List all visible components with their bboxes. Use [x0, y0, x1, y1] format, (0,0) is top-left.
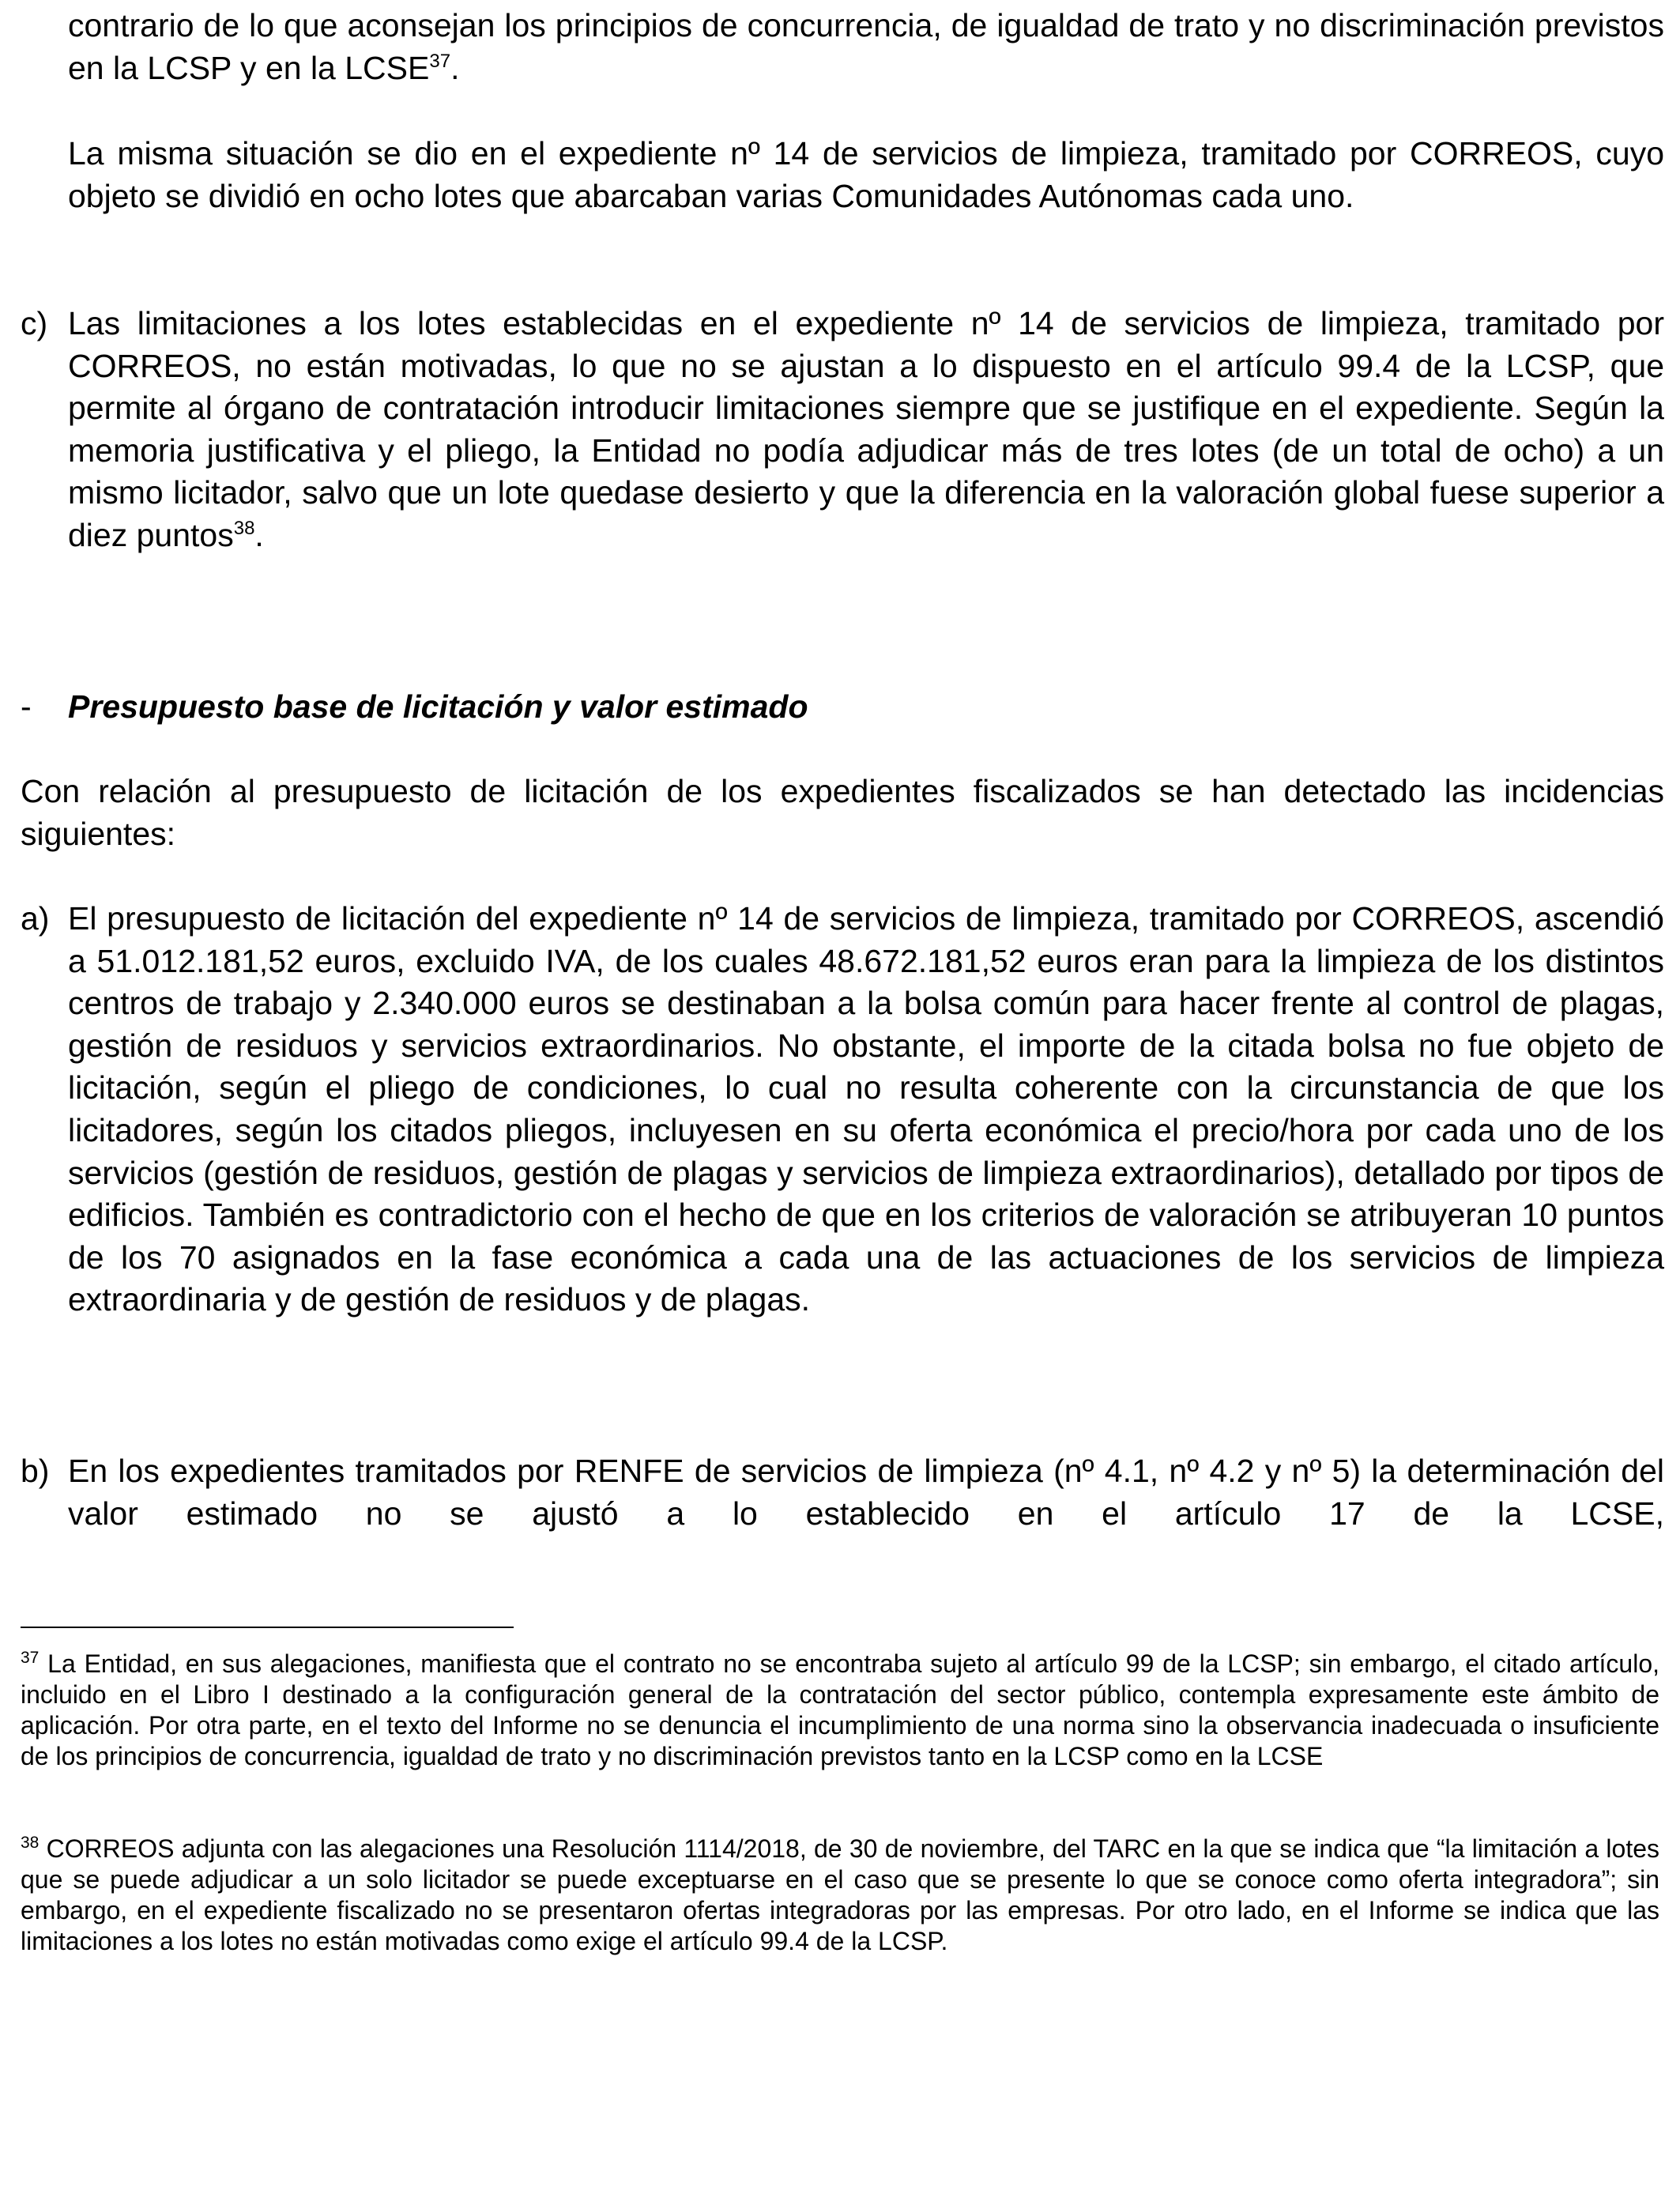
- paragraph-intro-text: Con relación al presupuesto de licitación de los expedientes fiscalizados se han detectado las incidencias siguientes:: [21, 773, 1664, 852]
- paragraph-misma-situacion: [68, 133, 1664, 217]
- list-item-c-tail: .: [254, 516, 264, 553]
- section-heading: Presupuesto base de licitación y valor estimado: [68, 688, 808, 725]
- footnote-text-37: La Entidad, en sus alegaciones, manifiesta que el contrato no se encontraba sujeto al artículo 99 de la LCSP; sin embargo, el citado artículo, incluido en el Libro I destinado a la configuración general de la contratación del sector público, contempla expresamente este ámbito de aplicación. Por otra parte, en el texto del Informe no se denuncia el incumplimiento de una norma sino la observancia inadecuada o insuficiente de los principios de concurrencia, igualdad de trato y no discriminación previstos tanto en la LCSP como en la LCSE: [21, 1649, 1660, 1770]
- list-item-a: [68, 898, 1664, 1321]
- footnote-text-38: CORREOS adjunta con las alegaciones una Resolución 1114/2018, de 30 de noviembre, del TARC en la que se indica que “la limitación a lotes que se puede adjudicar a un solo licitador se puede exceptuarse en el caso que se presente lo que se conoce como oferta integradora”; sin embargo, en el expediente fiscalizado no se presentaron ofertas integradoras por las empresas. Por otro lado, en el Informe se indica que las limitaciones a los lotes no están motivadas como exige el artículo 99.4 de la LCSP.: [21, 1834, 1660, 1955]
- list-item-a-text: El presupuesto de licitación del expediente nº 14 de servicios de limpieza, tramitado por CORREOS, ascendió a 51.012.181,52 euros, excluido IVA, de los cuales 48.672.181,52 euros eran para la limpieza de los distintos centros de trabajo y 2.340.000 euros se destinaban a la bolsa común para hacer frente al control de plagas, gestión de residuos y servicios extraordinarios. No obstante, el importe de la citada bolsa no fue objeto de licitación, según el pliego de condiciones, lo cual no resulta coherente con la circunstancia de que los licitadores, según los citados pliegos, incluyesen en su oferta económica el precio/hora por cada uno de los servicios (gestión de residuos, gestión de plagas y servicios de limpieza extraordinarios), detallado por tipos de edificios. También es contradictorio con el hecho de que en los criterios de valoración se atribuyeran 10 puntos de los 70 asignados en la fase económica a cada una de las actuaciones de los servicios de limpieza extraordinaria y de gestión de residuos y de plagas.: [68, 900, 1664, 1318]
- footnote-number-38: 38: [21, 1834, 40, 1852]
- footnote-separator: [21, 1627, 514, 1628]
- footnote-ref-38[interactable]: 38: [233, 517, 255, 539]
- paragraph-continuation-tail: .: [450, 49, 460, 86]
- footnote-38: [21, 1834, 1659, 1957]
- paragraph-intro: [21, 771, 1664, 855]
- paragraph-continuation-text: contrario de lo que aconsejan los principios de concurrencia, de igualdad de trato y no discriminación previstos en la LCSP y en la LCSE: [68, 7, 1664, 86]
- footnote-ref-37[interactable]: 37: [429, 50, 451, 72]
- list-item-b: [68, 1450, 1664, 1535]
- paragraph-misma-situacion-text: La misma situación se dio en el expediente nº 14 de servicios de limpieza, tramitado por CORREOS, cuyo objeto se dividió en ocho lotes que abarcaban varias Comunidades Autónomas cada uno.: [68, 135, 1664, 214]
- list-item-b-text: En los expedientes tramitados por RENFE de servicios de limpieza (nº 4.1, nº 4.2 y nº 5) la determinación del valor estimado no se ajustó a lo establecido en el artículo 17 de la LCSE,: [68, 1453, 1664, 1532]
- list-marker-c: c): [21, 305, 48, 341]
- list-marker-a: a): [21, 900, 50, 937]
- list-marker-b: b): [21, 1453, 50, 1489]
- footnote-37: [21, 1649, 1659, 1772]
- list-item-c-text: Las limitaciones a los lotes establecidas en el expediente nº 14 de servicios de limpieza, tramitado por CORREOS, no están motivadas, lo que no se ajustan a lo dispuesto en el artículo 99.4 de la LCSP, que permite al órgano de contratación introducir limitaciones siempre que se justifique en el expediente. Según la memoria justificativa y el pliego, la Entidad no podía adjudicar más de tres lotes (de un total de ocho) a un mismo licitador, salvo que un lote quedase desierto y que la diferencia en la valoración global fuese superior a diez puntos: [68, 305, 1664, 553]
- list-item-c: [68, 303, 1664, 557]
- section-heading-dash: -: [21, 688, 32, 725]
- footnote-number-37: 37: [21, 1649, 40, 1667]
- paragraph-continuation: [68, 5, 1664, 89]
